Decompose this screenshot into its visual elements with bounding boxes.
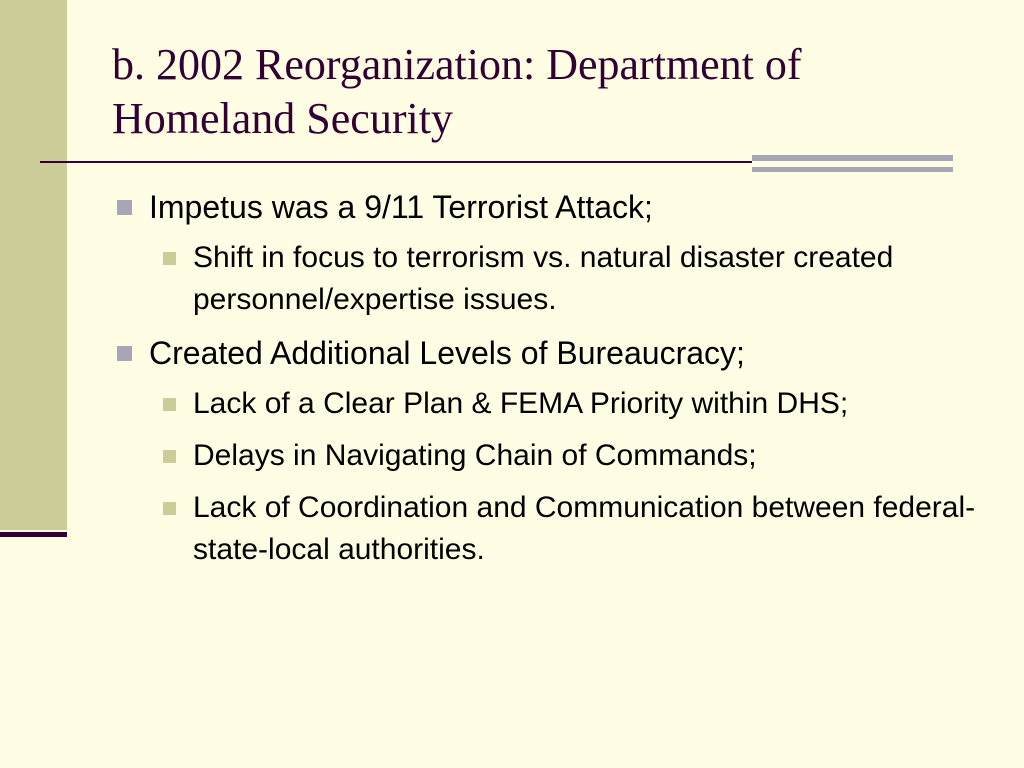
square-bullet-icon bbox=[117, 346, 132, 361]
left-accent-bar bbox=[0, 0, 67, 530]
bullet-item bbox=[112, 331, 992, 375]
sub-bullet-item bbox=[112, 237, 992, 321]
sub-bullet-text: Lack of a Clear Plan & FEMA Priority within DHS; bbox=[193, 387, 849, 420]
bullet-item bbox=[112, 185, 992, 229]
sub-bullet-text: Delays in Navigating Chain of Commands; bbox=[193, 439, 757, 472]
sub-bullet-text: Lack of Coordination and Communication between federal-state-local authorities. bbox=[193, 491, 976, 566]
square-bullet-icon bbox=[163, 398, 176, 411]
bullet-text: Impetus was a 9/11 Terrorist Attack; bbox=[149, 189, 653, 225]
sub-bullet-item bbox=[112, 383, 992, 425]
square-bullet-icon bbox=[117, 200, 132, 215]
slide-content bbox=[112, 185, 992, 581]
left-accent-line bbox=[0, 532, 67, 537]
sub-bullet-text: Shift in focus to terrorism vs. natural disaster created personnel/expertise issues. bbox=[193, 241, 894, 316]
title-divider-accent-bottom bbox=[752, 167, 953, 172]
bullet-text: Created Additional Levels of Bureaucracy; bbox=[149, 335, 745, 371]
square-bullet-icon bbox=[163, 252, 176, 265]
slide-title: b. 2002 Reorganization: Department of Homeland Security bbox=[112, 40, 802, 143]
square-bullet-icon bbox=[163, 450, 176, 463]
sub-bullet-item bbox=[112, 487, 992, 571]
square-bullet-icon bbox=[163, 502, 176, 515]
title-divider-accent-top bbox=[752, 155, 953, 161]
sub-bullet-item bbox=[112, 435, 992, 477]
title-divider bbox=[40, 161, 752, 163]
